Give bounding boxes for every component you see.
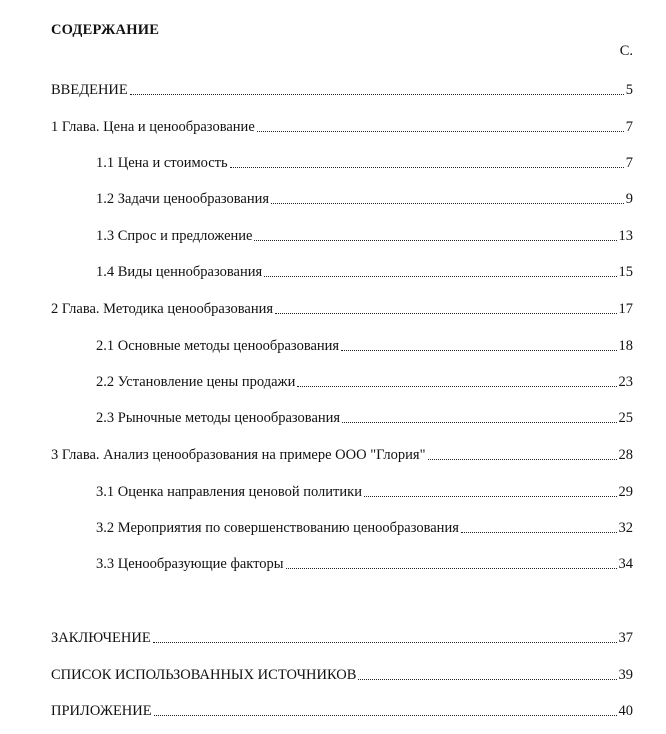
toc-entry-chapter-1[interactable] <box>51 117 633 135</box>
toc-entry-text: 1 Глава. Цена и ценообразование <box>51 119 255 135</box>
toc-entry-text: ВВЕДЕНИЕ <box>51 82 128 98</box>
toc-entry-page: 29 <box>618 484 633 500</box>
toc-entry-text: СПИСОК ИСПОЛЬЗОВАННЫХ ИСТОЧНИКОВ <box>51 667 357 683</box>
toc-entry-page: 9 <box>625 191 633 207</box>
toc-entry-1-4[interactable] <box>96 262 633 280</box>
toc-entry-3-3[interactable] <box>96 554 633 572</box>
toc-entry-text: 3.1 Оценка направления ценовой политики <box>96 484 362 500</box>
toc-entry-page: 34 <box>618 556 633 572</box>
toc-entry-3-1[interactable] <box>96 482 633 500</box>
toc-leader-dots <box>461 532 617 533</box>
toc-entry-page: 32 <box>618 520 633 536</box>
toc-leader-dots <box>342 422 616 423</box>
toc-entry-page: 23 <box>618 374 633 390</box>
toc-title: СОДЕРЖАНИЕ <box>51 22 160 38</box>
toc-entry-page: 5 <box>625 82 633 98</box>
toc-entry-text: ЗАКЛЮЧЕНИЕ <box>51 630 151 646</box>
toc-entry-page: 39 <box>618 667 633 683</box>
toc-entry-page: 7 <box>625 119 633 135</box>
toc-entry-text: ПРИЛОЖЕНИЕ <box>51 703 152 719</box>
toc-entry-text: 1.1 Цена и стоимость <box>96 155 228 171</box>
toc-entry-1-2[interactable] <box>96 189 633 207</box>
page-column-label: С. <box>619 43 633 59</box>
toc-leader-dots <box>341 350 616 351</box>
toc-leader-dots <box>153 642 617 643</box>
toc-entry-text: 2 Глава. Методика ценообразования <box>51 301 274 317</box>
toc-leader-dots <box>364 496 617 497</box>
toc-leader-dots <box>254 240 616 241</box>
toc-leader-dots <box>358 679 616 680</box>
toc-entry-2-3[interactable] <box>96 408 633 426</box>
toc-leader-dots <box>264 276 616 277</box>
toc-entry-page: 25 <box>618 410 633 426</box>
toc-entry-text: 2.1 Основные методы ценообразования <box>96 338 340 354</box>
toc-entry-text: 3.2 Мероприятия по совершенствованию ценообразования <box>96 520 459 536</box>
toc-entry-page: 40 <box>618 703 633 719</box>
toc-entry-text: 3 Глава. Анализ ценообразования на примере ООО "Глория" <box>51 447 426 463</box>
toc-entry-page: 17 <box>618 301 633 317</box>
toc-entry-text: 2.2 Установление цены продажи <box>96 374 296 390</box>
toc-entry-3-2[interactable] <box>96 518 633 536</box>
toc-entry-chapter-2[interactable] <box>51 299 633 317</box>
toc-leader-dots <box>275 313 616 314</box>
toc-entry-text: 1.2 Задачи ценообразования <box>96 191 270 207</box>
toc-leader-dots <box>271 203 624 204</box>
toc-entry-text: 1.4 Виды ценнобразования <box>96 264 263 280</box>
toc-entry-1-1[interactable] <box>96 153 633 171</box>
toc-entry-page: 37 <box>618 630 633 646</box>
toc-entry-page: 28 <box>618 447 633 463</box>
toc-leader-dots <box>154 715 617 716</box>
toc-entry-chapter-3[interactable] <box>51 445 633 463</box>
toc-entry-1-3[interactable] <box>96 226 633 244</box>
toc-entry-page: 15 <box>618 264 633 280</box>
toc-leader-dots <box>257 131 624 132</box>
toc-leader-dots <box>230 167 624 168</box>
toc-leader-dots <box>297 386 616 387</box>
toc-leader-dots <box>428 459 617 460</box>
toc-entry-references[interactable] <box>51 665 633 683</box>
toc-entry-page: 7 <box>625 155 633 171</box>
toc-entry-2-2[interactable] <box>96 372 633 390</box>
toc-entry-page: 13 <box>618 228 633 244</box>
toc-entry-introduction[interactable] <box>51 80 633 98</box>
toc-leader-dots <box>286 568 617 569</box>
toc-entry-page: 18 <box>618 338 633 354</box>
toc-entry-appendix[interactable] <box>51 701 633 719</box>
toc-entry-text: 3.3 Ценообразующие факторы <box>96 556 284 572</box>
toc-entry-2-1[interactable] <box>96 336 633 354</box>
toc-entry-conclusion[interactable] <box>51 628 633 646</box>
toc-entry-text: 1.3 Спрос и предложение <box>96 228 253 244</box>
toc-leader-dots <box>130 94 624 95</box>
toc-entry-text: 2.3 Рыночные методы ценообразования <box>96 410 341 426</box>
